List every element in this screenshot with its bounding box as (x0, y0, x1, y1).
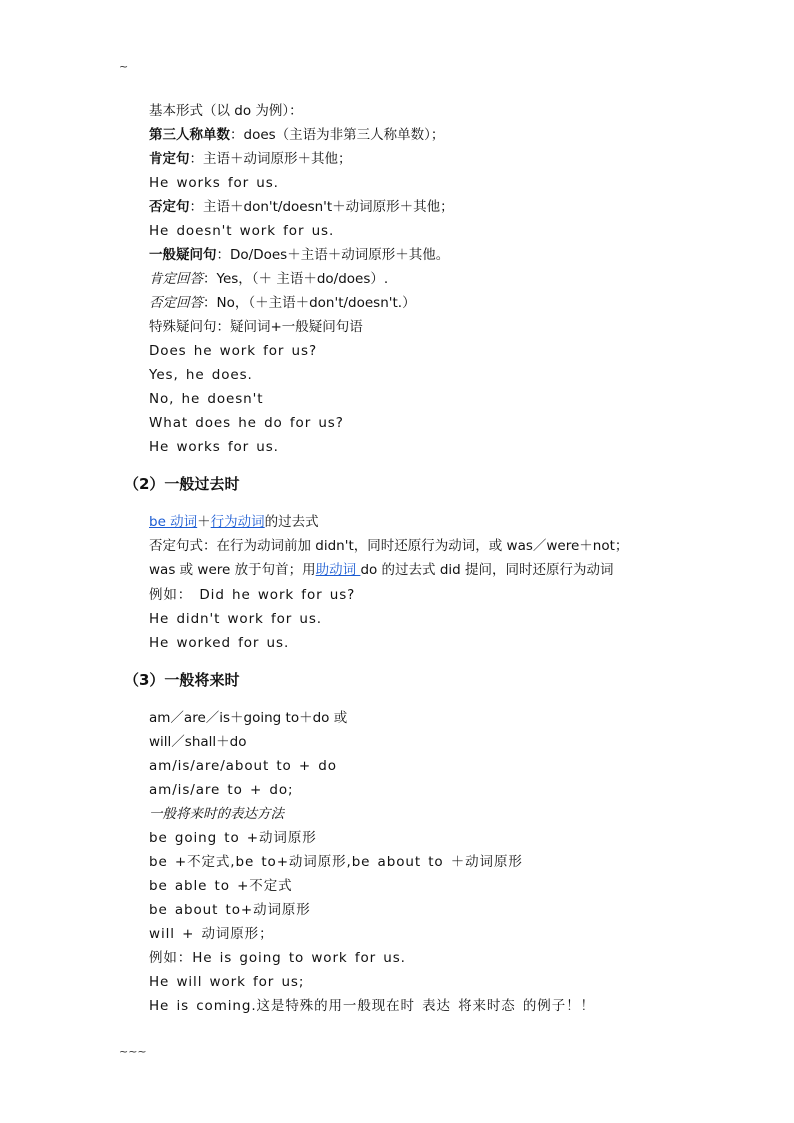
text-segment: 特殊疑问句：疑问词+一般疑问句语 (149, 319, 363, 335)
text-segment: No, he doesn't (149, 391, 264, 407)
text-segment: ：does（主语为非第三人称单数）； (230, 127, 445, 143)
text-line (149, 390, 263, 408)
text-segment: am/is/are to + do; (149, 782, 294, 798)
text-line (149, 853, 523, 871)
text-line (149, 634, 289, 652)
text-line (149, 733, 247, 751)
text-segment: be going to +动词原形 (149, 830, 317, 846)
text-segment: Yes, he does. (149, 367, 253, 383)
text-line (149, 342, 317, 360)
text-segment: ＋ (197, 514, 211, 530)
text-line (149, 438, 279, 456)
text-segment: ：主语＋don't/doesn't＋动词原形＋其他； (189, 199, 454, 215)
text-line (149, 610, 322, 628)
text-line (149, 901, 311, 919)
footer-mark: ~~~ (119, 1045, 147, 1058)
text-segment: He works for us. (149, 439, 279, 455)
text-segment: ：主语＋动词原形＋其他； (189, 151, 352, 167)
text-line (149, 537, 628, 555)
link-text[interactable]: 助动词 (315, 562, 361, 579)
text-line (149, 246, 449, 264)
text-line (149, 294, 416, 312)
text-segment: 基本形式（以 do 为例）： (149, 103, 303, 119)
text-segment: 否定回答 (149, 295, 203, 311)
text-line (149, 513, 319, 531)
text-line (149, 318, 363, 336)
text-line (149, 586, 355, 604)
text-line (149, 781, 293, 799)
text-line (149, 174, 279, 192)
text-segment: Does he work for us? (149, 343, 318, 359)
text-line (149, 973, 304, 991)
text-segment: do 的过去式 did 提问，同时还原行为动词 (360, 562, 614, 579)
text-segment: be able to +不定式 (149, 878, 293, 894)
text-line (149, 366, 253, 384)
text-segment: was 或 were 放于句首；用 (149, 562, 316, 579)
text-line (149, 829, 317, 847)
text-line (149, 757, 337, 775)
text-segment: 肯定回答 (149, 271, 203, 287)
link-text[interactable]: 行为动词 (210, 514, 265, 530)
heading-simple-future: （3）一般将来时 (124, 671, 240, 689)
text-segment: What does he do for us? (149, 415, 344, 431)
text-line (149, 126, 444, 144)
text-line (149, 997, 595, 1015)
text-segment: 例如： Did he work for us? (149, 586, 356, 603)
text-segment: He works for us. (149, 175, 279, 191)
text-line (149, 150, 352, 168)
link-text[interactable]: be 动词 (149, 514, 198, 530)
text-line (149, 270, 388, 288)
text-line (149, 198, 454, 216)
text-line (149, 102, 303, 120)
text-segment: 一般疑问句 (149, 247, 217, 263)
text-line (149, 561, 614, 579)
text-line (149, 414, 344, 432)
text-line (149, 222, 334, 240)
text-line (149, 925, 274, 943)
text-segment: 否定句式：在行为动词前加 didn't，同时还原行为动词，或 was／were＋not； (149, 538, 629, 555)
heading-simple-past: （2）一般过去时 (124, 475, 240, 493)
text-line (149, 805, 284, 823)
text-segment: He didn't work for us. (149, 610, 322, 627)
text-segment: He doesn't work for us. (149, 223, 335, 239)
header-mark: ~ (119, 60, 129, 73)
text-segment: will／shall＋do (149, 734, 247, 750)
text-line (149, 877, 293, 895)
text-segment: 的过去式 (264, 514, 319, 530)
text-segment: 肯定句 (149, 151, 190, 167)
text-segment: be +不定式,be to+动词原形,be about to ＋动词原形 (149, 854, 523, 870)
text-segment: be about to+动词原形 (149, 902, 311, 918)
text-segment: 例如：He is going to work for us. (149, 950, 406, 966)
text-segment: will + 动词原形； (149, 926, 274, 942)
text-segment: ：No，（＋主语＋don't/doesn't.） (203, 295, 416, 311)
text-segment: 第三人称单数 (149, 127, 230, 143)
text-segment: am/is/are/about to + do (149, 758, 337, 774)
text-line (149, 709, 347, 727)
text-segment: ：Do/Does＋主语＋动词原形＋其他。 (216, 247, 450, 263)
text-segment: am／are／is＋going to＋do 或 (149, 710, 348, 726)
text-segment: 否定句 (149, 199, 190, 215)
text-segment: He is coming.这是特殊的用一般现在时 表达 将来时态 的例子！！ (149, 998, 595, 1014)
text-segment: 一般将来时的表达方法 (149, 806, 284, 822)
text-segment: ：Yes，（＋ 主语＋do/does）. (203, 271, 389, 287)
text-line (149, 949, 406, 967)
text-segment: He worked for us. (149, 635, 290, 651)
text-segment: He will work for us; (149, 974, 305, 990)
